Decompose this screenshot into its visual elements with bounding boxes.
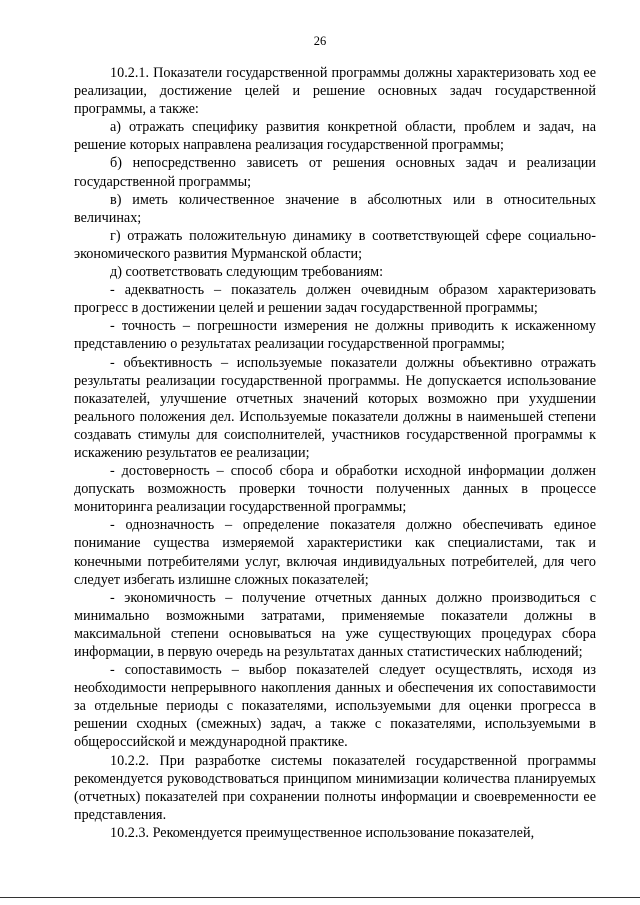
requirement-economy: - экономичность – получение отчетных данных должно производиться с минимально возможными затратами, применяемые показатели должны в максимальной степени основываться на уже существующих процедурах сбора информации, в первую очередь на результатах данных статистических наблюдений; bbox=[74, 589, 596, 660]
footer-rule bbox=[0, 897, 640, 898]
requirement-unambiguity: - однозначность – определение показателя должно обеспечивать единое понимание существа измеряемой характеристики как специалистами, так и конечными потребителями услуг, включая индивидуальных потребителей, для чего следует избегать излишне сложных показателей; bbox=[74, 517, 596, 588]
page-number: 26 bbox=[313, 34, 327, 48]
list-item-d: д) соответствовать следующим требованиям: bbox=[110, 264, 384, 281]
list-item-b: б) непосредственно зависеть от решения основных задач и реализации государственной программы; bbox=[74, 155, 596, 190]
requirement-objectivity: - объективность – используемые показатели должны объективно отражать результаты реализации государственной программы. Не допускается использование показателей, улучшение отчетных значений которых возможно при ухудшении реального положения дел. Используемые показатели должны в наименьшей степени создавать стимулы для соисполнителей, участников государственной программы к искажению результатов ее реализации; bbox=[74, 354, 596, 461]
paragraph-10-2-2: 10.2.2. При разработке системы показателей государственной программы рекомендуется руководствоваться принципом минимизации количества планируемых (отчетных) показателей при сохранении полноты информации и своевременности ее представления. bbox=[74, 752, 596, 823]
requirement-reliability: - достоверность – способ сбора и обработки исходной информации должен допускать возможность проверки точности полученных данных в процессе мониторинга реализации государственной программы; bbox=[74, 463, 596, 516]
paragraph-10-2-1: 10.2.1. Показатели государственной программы должны характеризовать ход ее реализации, достижение целей и решение основных задач государственной программы, а также: bbox=[74, 65, 596, 118]
paragraph-10-2-3: 10.2.3. Рекомендуется преимущественное использование показателей, bbox=[110, 824, 535, 841]
list-item-v: в) иметь количественное значение в абсолютных или в относительных величинах; bbox=[74, 191, 596, 226]
requirement-accuracy: - точность – погрешности измерения не должны приводить к искаженному представлению о результатах реализации государственной программы; bbox=[74, 318, 596, 353]
list-item-a: а) отражать специфику развития конкретной области, проблем и задач, на решение которых направлена реализация государственной программы; bbox=[74, 119, 596, 154]
list-item-g: г) отражать положительную динамику в соответствующей сфере социально-экономического развития Мурманской области; bbox=[74, 227, 596, 262]
document-body bbox=[74, 64, 596, 842]
requirement-comparability: - сопоставимость – выбор показателей следует осуществлять, исходя из необходимости непрерывного накопления данных и обеспечения их сопоставимости за отдельные периоды с показателями, используемыми для оценки прогресса в решении сходных (смежных) задач, а также с показателями, используемыми в общероссийской и международной практике. bbox=[74, 662, 596, 751]
requirement-adequacy: - адекватность – показатель должен очевидным образом характеризовать прогресс в достижении целей и решении задач государственной программы; bbox=[74, 282, 596, 317]
